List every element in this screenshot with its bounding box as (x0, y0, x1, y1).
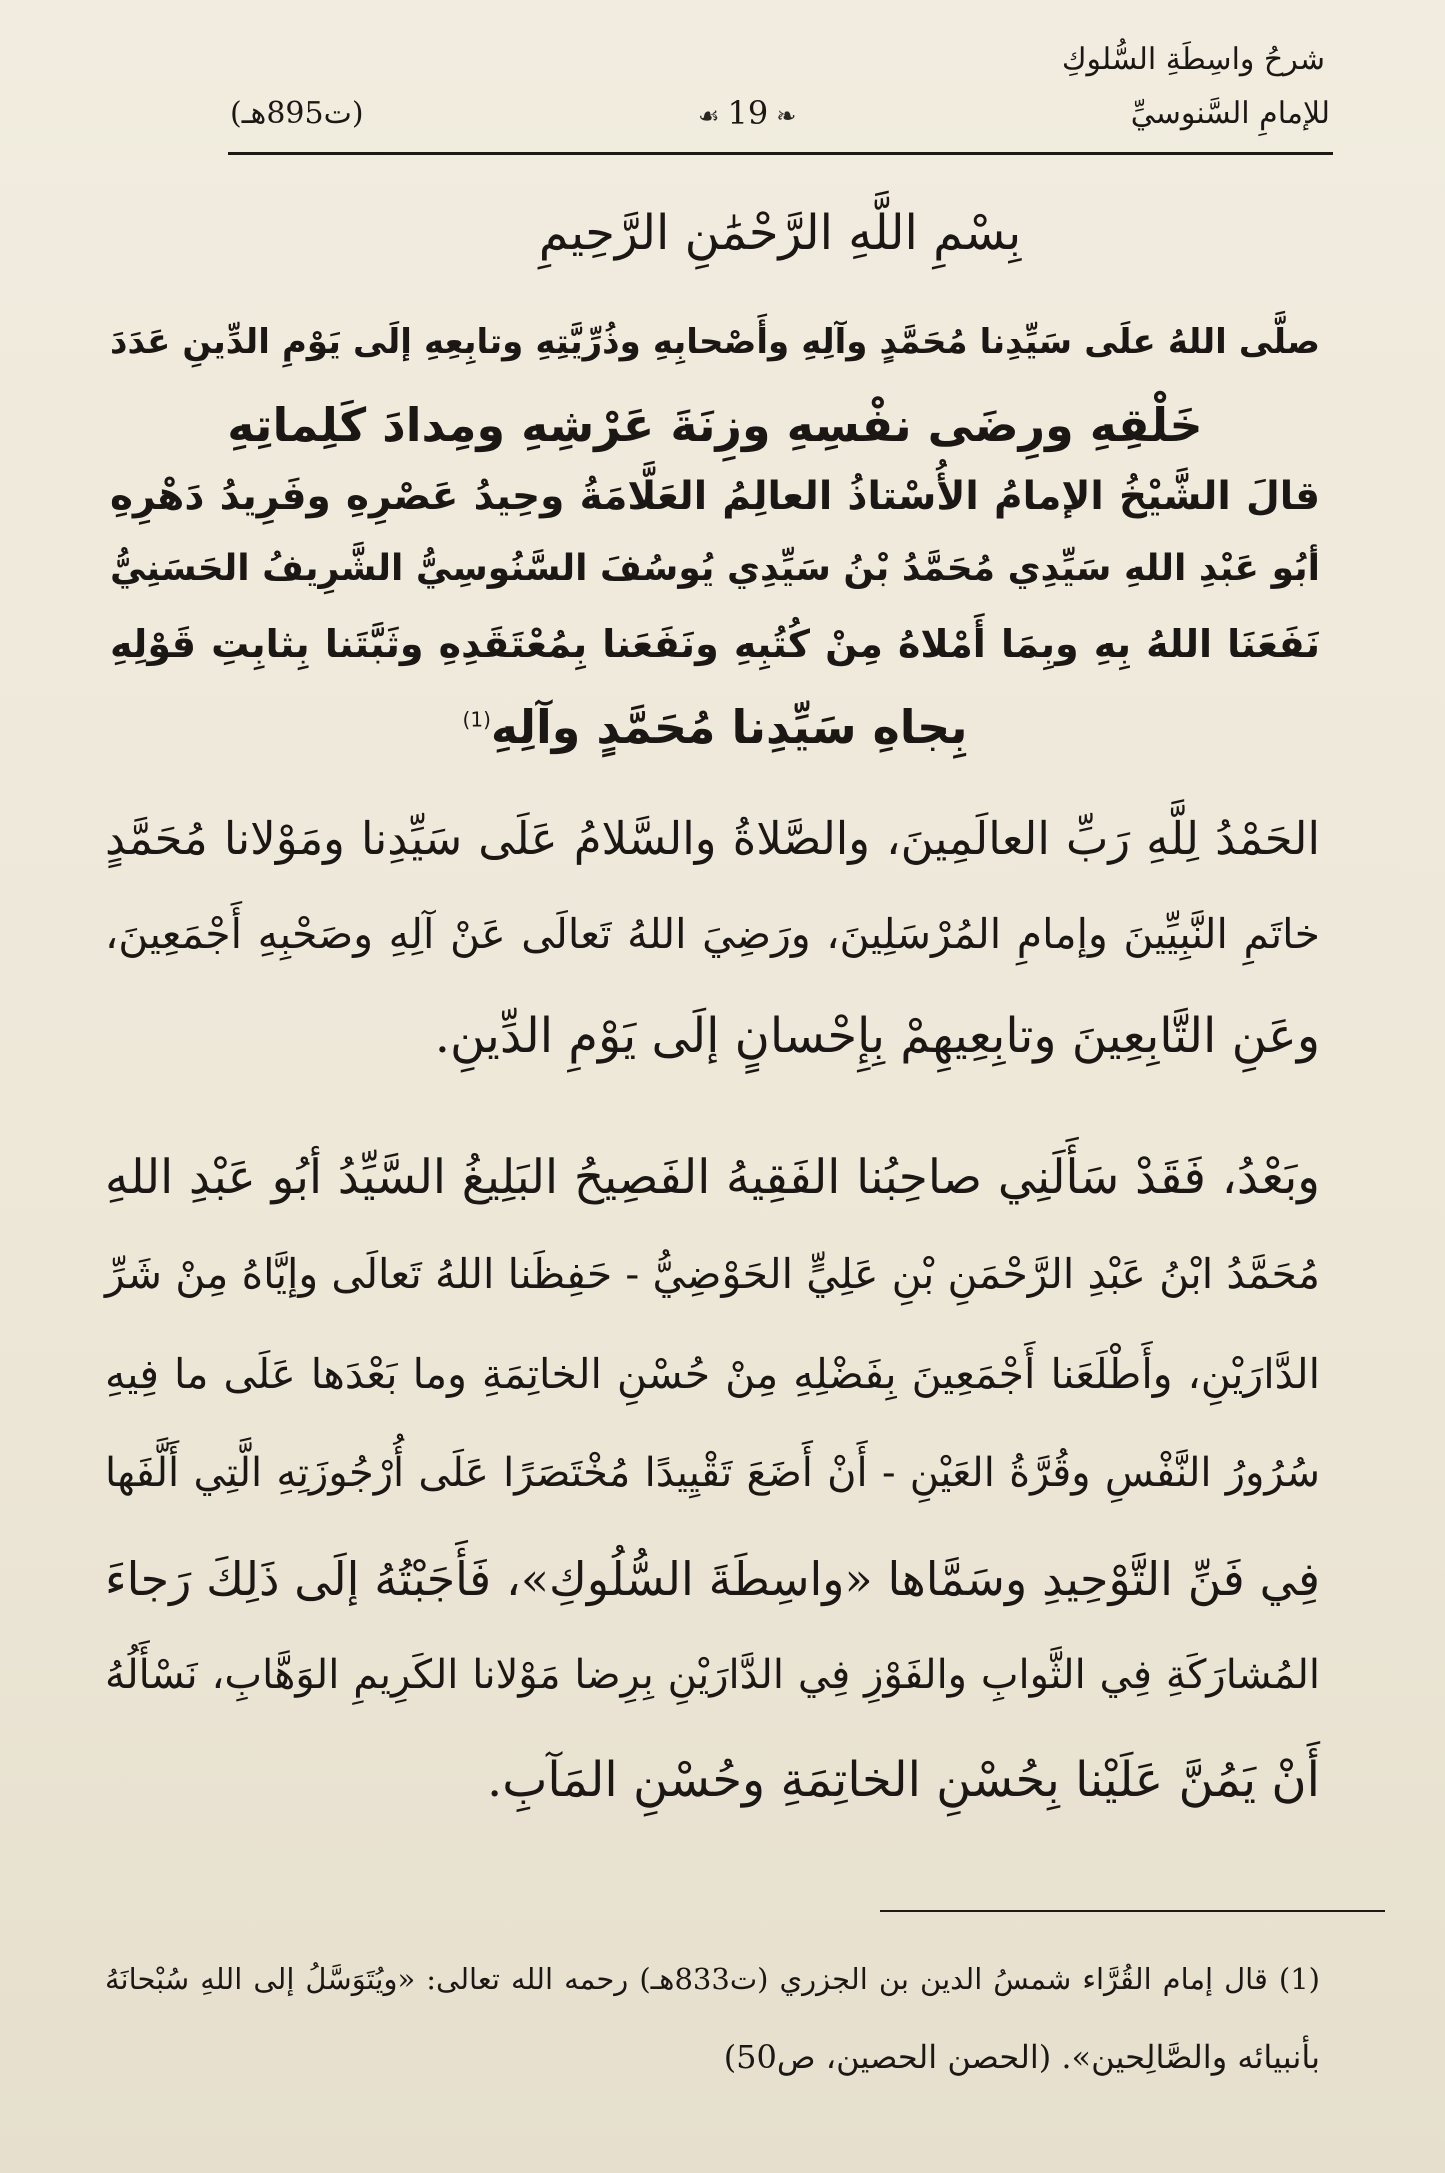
body-line-2: خاتَمِ النَّبِيِّينَ وإمامِ المُرْسَلِينَ، ورَضِيَ اللهُ تَعالَى عَنْ آلِهِ وصَحْبِهِ أَجْمَعِينَ، (105, 910, 1320, 958)
intro-line-2: خَلْقِهِ ورِضَى نفْسِهِ وزِنَةَ عَرْشِهِ ومِدادَ كَلِماتِهِ (227, 398, 1203, 452)
footnote-line-2: بأنبيائه والصَّالِحين». (الحصن الحصين، ص50) (723, 2038, 1320, 2076)
header-death-date: (ت895هـ) (230, 95, 364, 131)
body-line-6: الدَّارَيْنِ، وأَطْلَعَنا أَجْمَعِينَ بِفَضْلِهِ مِنْ حُسْنِ الخاتِمَةِ وما بَعْدَها عَلَى ما فِيهِ (105, 1350, 1320, 1398)
page-number-value: 19 (727, 94, 769, 132)
body-line-10: أَنْ يَمُنَّ عَلَيْنا بِحُسْنِ الخاتِمَةِ وحُسْنِ المَآبِ. (486, 1752, 1320, 1808)
intro-line-6 (110, 700, 1320, 754)
body-line-4: وبَعْدُ، فَقَدْ سَأَلَنِي صاحِبُنا الفَقِيهُ الفَصِيحُ البَلِيغُ السَّيِّدُ أبُو عَبْدِ اللهِ (105, 1150, 1320, 1205)
intro-line-5: نَفَعَنَا اللهُ بِهِ وبِمَا أَمْلاهُ مِنْ كُتُبِهِ ونَفَعَنا بِمُعْتَقَدِهِ وثَبَّتَنا بِثابِتِ قَوْلِهِ (110, 622, 1320, 666)
body-line-1: الحَمْدُ لِلَّهِ رَبِّ العالَمِينَ، والصَّلاةُ والسَّلامُ عَلَى سَيِّدِنا ومَوْلانا مُحَمَّدٍ (105, 812, 1320, 865)
basmala: بِسْمِ اللَّهِ الرَّحْمَٰنِ الرَّحِيمِ (538, 205, 1022, 261)
body-line-8: فِي فَنِّ التَّوْحِيدِ وسَمَّاها «واسِطَةَ السُّلُوكِ»، فَأَجَبْتُهُ إلَى ذَلِكَ رَجاءَ (105, 1552, 1320, 1606)
intro-line-1: صلَّى اللهُ علَى سَيِّدِنا مُحَمَّدٍ وآلِهِ وأَصْحابِهِ وذُرِّيَّتِهِ وتابِعِهِ إلَى يَوْمِ الدِّينِ عَدَدَ (110, 322, 1320, 362)
intro-line-3: قالَ الشَّيْخُ الإمامُ الأُسْتاذُ العالِمُ العَلَّامَةُ وحِيدُ عَصْرِهِ وفَرِيدُ دَهْرِهِ (110, 474, 1320, 519)
body-line-3: وعَنِ التَّابِعِينَ وتابِعِيهِمْ بِإِحْسانٍ إلَى يَوْمِ الدِّينِ. (434, 1008, 1320, 1064)
ornament-icon: ☙ (697, 102, 720, 130)
footnote-divider (880, 1910, 1385, 1912)
footnote-line-1: (1) قال إمام القُرَّاء شمسُ الدين بن الجزري (ت833هـ) رحمه الله تعالى: «ويُتَوَسَّلُ إلى اللهِ سُبْحانَهُ (105, 1962, 1320, 1996)
running-book-title: شرحُ واسِطَةِ السُّلوكِ (1061, 42, 1325, 77)
intro-line-4: أبُو عَبْدِ اللهِ سَيِّدِي مُحَمَّدُ بْنُ سَيِّدِي يُوسُفَ السَّنُوسِيُّ الشَّرِيفُ الحَسَنِيُّ (110, 548, 1320, 589)
header-divider (228, 152, 1333, 155)
body-line-5: مُحَمَّدُ ابْنُ عَبْدِ الرَّحْمَنِ بْنِ عَلِيٍّ الحَوْضِيُّ - حَفِظَنا اللهُ تَعالَى وإيَّاهُ مِنْ شَرِّ (105, 1250, 1320, 1298)
running-header (230, 92, 1330, 134)
intro-line-6-text: بِجاهِ سَيِّدِنا مُحَمَّدٍ وآلِهِ (490, 700, 968, 754)
body-line-7: سُرُورُ النَّفْسِ وقُرَّةُ العَيْنِ - أَنْ أَضَعَ تَقْيِيدًا مُخْتَصَرًا عَلَى أُرْجُوزَتِهِ الَّتِي أَلَّفَها (105, 1450, 1320, 1496)
header-author: للإمامِ السَّنوسيِّ (1130, 95, 1330, 131)
page-number (690, 94, 804, 132)
ornament-icon: ❧ (776, 102, 797, 130)
body-line-9: المُشارَكَةِ فِي الثَّوابِ والفَوْزِ فِي الدَّارَيْنِ بِرِضا مَوْلانا الكَرِيمِ الوَهَّابِ، نَسْأَلُهُ (105, 1652, 1320, 1698)
footnote-marker: (1) (462, 707, 491, 732)
